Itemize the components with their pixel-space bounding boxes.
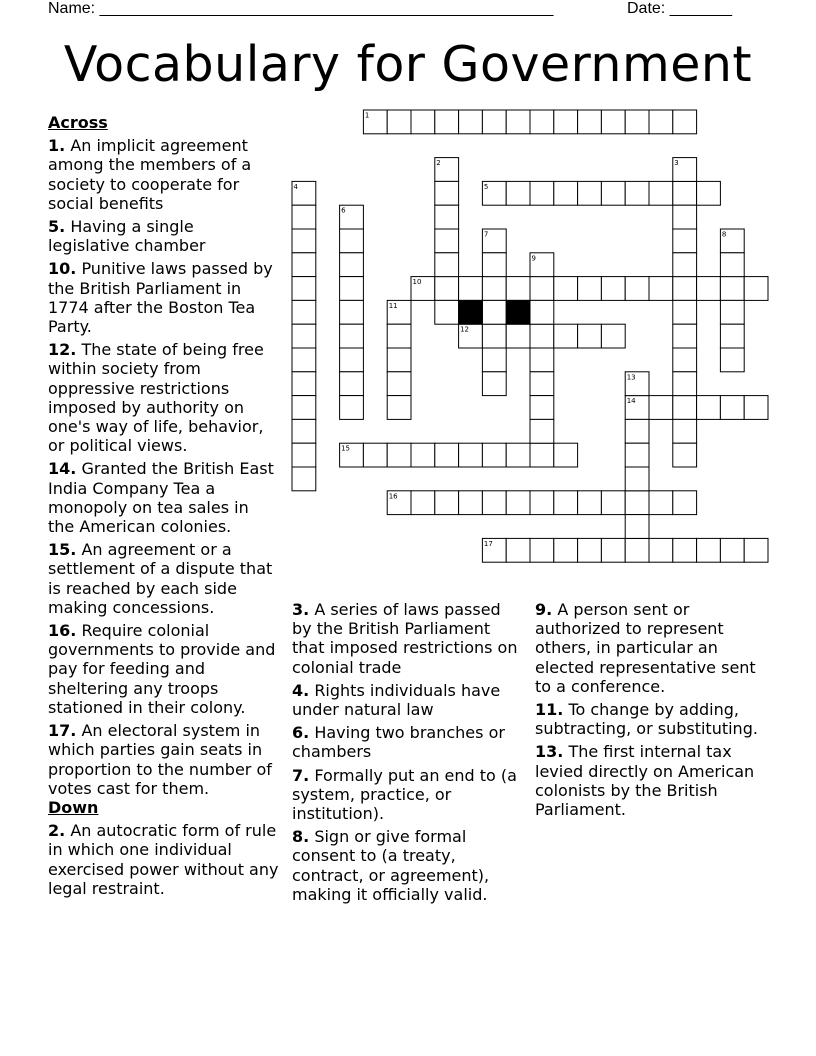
grid-cell[interactable] [649, 538, 673, 562]
grid-cell[interactable] [530, 396, 554, 420]
grid-cell[interactable] [340, 324, 364, 348]
grid-cell[interactable] [649, 396, 673, 420]
clue-text: An autocratic form of rule in which one individual exercised power without any legal restraint. [48, 821, 279, 898]
grid-cell[interactable] [673, 372, 697, 396]
across-clue [48, 136, 280, 213]
across-clue [48, 459, 280, 536]
grid-cell[interactable] [459, 443, 483, 467]
header [48, 0, 768, 20]
grid-cell[interactable] [578, 491, 602, 515]
grid-cell[interactable] [649, 181, 673, 205]
clue-number: 10. [48, 259, 77, 279]
clue-number: 2. [48, 821, 66, 841]
grid-clue-number: 8 [721, 230, 727, 239]
grid-cell[interactable] [720, 324, 744, 348]
black-square [506, 300, 530, 324]
grid-cell[interactable] [601, 538, 625, 562]
grid-cell[interactable] [387, 324, 411, 348]
grid-cell[interactable] [387, 491, 411, 515]
across-heading: Across [48, 113, 108, 132]
grid-cell[interactable] [292, 253, 316, 277]
grid-clue-number: 3 [674, 159, 679, 168]
grid-cell[interactable] [554, 324, 578, 348]
grid-cell[interactable] [625, 491, 649, 515]
grid-cell[interactable] [744, 396, 768, 420]
grid-cell[interactable] [625, 181, 649, 205]
grid-cell[interactable] [625, 443, 649, 467]
grid-cell[interactable] [720, 538, 744, 562]
across-clue [48, 621, 280, 717]
grid-cell[interactable] [601, 277, 625, 301]
clue-number: 17. [48, 721, 77, 741]
grid-cell[interactable] [340, 396, 364, 420]
grid-cell[interactable] [530, 110, 554, 134]
clue-text: Having two branches or chambers [292, 723, 505, 762]
grid-cell[interactable] [530, 253, 554, 277]
grid-cell[interactable] [387, 396, 411, 420]
down-clue [535, 742, 765, 819]
clue-number: 16. [48, 621, 77, 641]
clue-number: 4. [292, 680, 310, 700]
grid-cell[interactable] [435, 300, 459, 324]
grid-cell[interactable] [530, 491, 554, 515]
grid-cell[interactable] [625, 538, 649, 562]
down-clue [292, 723, 522, 761]
grid-cell[interactable] [340, 348, 364, 372]
grid-cell[interactable] [649, 110, 673, 134]
grid-cell[interactable] [697, 277, 721, 301]
grid-cell[interactable] [292, 324, 316, 348]
clue-text: Rights individuals have under natural law [292, 680, 501, 720]
grid-cell[interactable] [292, 229, 316, 253]
clue-text: The state of being free within society from oppressive restrictions imposed by authority on one's way of life, behavior, or political views. [48, 340, 264, 456]
grid-cell[interactable] [673, 110, 697, 134]
grid-cell[interactable] [601, 181, 625, 205]
grid-clue-number: 2 [436, 159, 441, 168]
grid-cell[interactable] [292, 300, 316, 324]
grid-cell[interactable] [697, 396, 721, 420]
down-clue [292, 766, 522, 824]
grid-cell[interactable] [578, 538, 602, 562]
grid-cell[interactable] [530, 348, 554, 372]
grid-cell[interactable] [387, 300, 411, 324]
grid-cell[interactable] [459, 277, 483, 301]
grid-clue-number: 6 [341, 206, 346, 215]
grid-cell[interactable] [340, 253, 364, 277]
grid-cell[interactable] [482, 491, 506, 515]
clues-column-left [48, 113, 280, 902]
grid-cell[interactable] [435, 491, 459, 515]
grid-cell[interactable] [292, 205, 316, 229]
grid-cell[interactable] [530, 372, 554, 396]
grid-cell[interactable] [411, 277, 435, 301]
grid-cell[interactable] [292, 467, 316, 491]
grid-cell[interactable] [530, 419, 554, 443]
clue-text: Formally put an end to (a system, practice, or institution). [292, 765, 517, 824]
grid-cell[interactable] [673, 443, 697, 467]
grid-cell[interactable] [387, 348, 411, 372]
grid-clue-number: 16 [388, 492, 398, 501]
grid-clue-number: 7 [483, 230, 489, 239]
down-clue [292, 600, 522, 677]
grid-clue-number: 11 [388, 301, 398, 310]
grid-cell[interactable] [530, 324, 554, 348]
grid-cell[interactable] [482, 110, 506, 134]
clue-text: Having a single legislative chamber [48, 217, 206, 256]
grid-cell[interactable] [720, 277, 744, 301]
clue-number: 11. [535, 700, 564, 720]
grid-cell[interactable] [506, 491, 530, 515]
down-heading: Down [48, 797, 99, 817]
grid-cell[interactable] [673, 419, 697, 443]
grid-cell[interactable] [387, 443, 411, 467]
grid-cell[interactable] [625, 467, 649, 491]
grid-cell[interactable] [340, 205, 364, 229]
grid-cell[interactable] [292, 277, 316, 301]
grid-cell[interactable] [673, 229, 697, 253]
grid-cell[interactable] [720, 348, 744, 372]
grid-cell[interactable] [744, 277, 768, 301]
grid-cell[interactable] [625, 110, 649, 134]
clue-text: To change by adding, subtracting, or substituting. [535, 700, 758, 739]
grid-cell[interactable] [601, 491, 625, 515]
grid-cell[interactable] [554, 491, 578, 515]
grid-cell[interactable] [697, 181, 721, 205]
grid-cell[interactable] [435, 181, 459, 205]
grid-cell[interactable] [482, 253, 506, 277]
grid-cell[interactable] [363, 443, 387, 467]
grid-clue-number: 1 [364, 111, 370, 120]
grid-cell[interactable] [411, 491, 435, 515]
grid-cell[interactable] [482, 229, 506, 253]
grid-cell[interactable] [554, 538, 578, 562]
grid-cell[interactable] [340, 277, 364, 301]
grid-cell[interactable] [578, 110, 602, 134]
grid-cell[interactable] [435, 110, 459, 134]
grid-cell[interactable] [506, 110, 530, 134]
clue-text: An electoral system in which parties gain seats in proportion to the number of votes cast for them. [48, 721, 272, 798]
grid-cell[interactable] [506, 181, 530, 205]
grid-cell[interactable] [625, 515, 649, 539]
clue-text: An implicit agreement among the members of a society to cooperate for social benefits [48, 136, 252, 213]
grid-cell[interactable] [292, 419, 316, 443]
grid-cell[interactable] [292, 396, 316, 420]
grid-cell[interactable] [482, 443, 506, 467]
grid-clue-number: 10 [412, 278, 422, 287]
grid-cell[interactable] [625, 277, 649, 301]
grid-clue-number: 17 [483, 539, 493, 548]
grid-cell[interactable] [482, 538, 506, 562]
clue-number: 3. [292, 600, 310, 619]
grid-cell[interactable] [506, 277, 530, 301]
clue-number: 14. [48, 459, 77, 479]
clues-column-middle [292, 600, 522, 908]
grid-cell[interactable] [363, 110, 387, 134]
grid-cell[interactable] [625, 396, 649, 420]
clue-number: 15. [48, 540, 77, 560]
grid-clue-number: 14 [626, 397, 636, 406]
grid-cell[interactable] [459, 110, 483, 134]
grid-clue-number: 9 [531, 254, 536, 263]
across-clue [48, 540, 280, 617]
grid-cell[interactable] [482, 277, 506, 301]
down-clue [292, 827, 522, 904]
grid-cell[interactable] [720, 229, 744, 253]
grid-cell[interactable] [673, 300, 697, 324]
grid-cell[interactable] [578, 324, 602, 348]
grid-cell[interactable] [554, 443, 578, 467]
grid-cell[interactable] [673, 253, 697, 277]
across-clue [48, 721, 280, 798]
grid-clue-number: 4 [293, 182, 298, 191]
grid-cell[interactable] [744, 538, 768, 562]
grid-cell[interactable] [387, 110, 411, 134]
clue-text: The first internal tax levied directly on American colonists by the British Parliament. [535, 742, 755, 820]
grid-cell[interactable] [697, 538, 721, 562]
across-clue [48, 340, 280, 455]
grid-cell[interactable] [530, 443, 554, 467]
grid-cell[interactable] [554, 181, 578, 205]
down-clue [48, 821, 280, 898]
grid-cell[interactable] [411, 110, 435, 134]
grid-cell[interactable] [411, 443, 435, 467]
grid-cell[interactable] [720, 253, 744, 277]
down-clue [535, 600, 765, 696]
black-square [459, 300, 483, 324]
grid-cell[interactable] [554, 110, 578, 134]
grid-cell[interactable] [292, 372, 316, 396]
grid-cell[interactable] [292, 443, 316, 467]
grid-clue-number: 13 [626, 373, 636, 382]
clue-number: 13. [535, 742, 564, 762]
grid-cell[interactable] [673, 348, 697, 372]
grid-cell[interactable] [435, 443, 459, 467]
grid-cell[interactable] [340, 300, 364, 324]
grid-cell[interactable] [435, 205, 459, 229]
grid-cell[interactable] [292, 348, 316, 372]
grid-clue-number: 12 [460, 325, 470, 334]
clue-text: Granted the British East India Company Tea a monopoly on tea sales in the American colonies. [48, 459, 274, 537]
grid-cell[interactable] [435, 229, 459, 253]
grid-cell[interactable] [649, 277, 673, 301]
grid-cell[interactable] [578, 277, 602, 301]
grid-cell[interactable] [554, 277, 578, 301]
clue-number: 6. [292, 723, 310, 743]
clue-text: An agreement or a settlement of a dispute that is reached by each side making concessions. [48, 540, 273, 617]
grid-cell[interactable] [292, 181, 316, 205]
grid-cell[interactable] [459, 491, 483, 515]
grid-cell[interactable] [530, 300, 554, 324]
grid-cell[interactable] [482, 372, 506, 396]
grid-cell[interactable] [435, 158, 459, 182]
clue-number: 8. [292, 827, 310, 847]
grid-cell[interactable] [387, 372, 411, 396]
grid-cell[interactable] [720, 300, 744, 324]
grid-cell[interactable] [482, 300, 506, 324]
grid-cell[interactable] [459, 324, 483, 348]
grid-cell[interactable] [506, 443, 530, 467]
grid-cell[interactable] [625, 419, 649, 443]
grid-cell[interactable] [340, 372, 364, 396]
date-field-label: Date: _______ [627, 0, 732, 17]
across-clue [48, 217, 280, 255]
grid-clue-number: 15 [341, 444, 351, 453]
grid-cell[interactable] [506, 324, 530, 348]
page-title: Vocabulary for Government [63, 36, 753, 93]
clue-number: 7. [292, 765, 310, 785]
grid-cell[interactable] [720, 396, 744, 420]
grid-cell[interactable] [435, 277, 459, 301]
grid-cell[interactable] [340, 443, 364, 467]
grid-cell[interactable] [673, 205, 697, 229]
clue-text: Require colonial governments to provide and pay for feeding and sheltering any troops stationed in their colony. [48, 621, 276, 717]
clue-number: 5. [48, 217, 66, 237]
grid-cell[interactable] [673, 491, 697, 515]
grid-cell[interactable] [673, 181, 697, 205]
clue-number: 9. [535, 600, 553, 619]
down-clue [535, 700, 765, 738]
clue-number: 12. [48, 340, 77, 360]
grid-cell[interactable] [601, 324, 625, 348]
grid-cell[interactable] [530, 277, 554, 301]
grid-cell[interactable] [673, 324, 697, 348]
grid-cell[interactable] [673, 396, 697, 420]
grid-cell[interactable] [435, 253, 459, 277]
clue-text: Sign or give formal consent to (a treaty, contract, or agreement), making it officially valid. [292, 827, 490, 904]
clue-text: A person sent or authorized to represent others, in particular an elected representative sent to a conference. [535, 600, 756, 696]
grid-cell[interactable] [649, 491, 673, 515]
grid-cell[interactable] [673, 538, 697, 562]
clue-text: A series of laws passed by the British Parliament that imposed restrictions on colonial trade [292, 600, 518, 677]
across-clue [48, 259, 280, 336]
grid-cell[interactable] [340, 229, 364, 253]
grid-cell[interactable] [482, 348, 506, 372]
grid-clue-number: 5 [483, 182, 489, 191]
grid-cell[interactable] [530, 538, 554, 562]
clue-text: Punitive laws passed by the British Parliament in 1774 after the Boston Tea Party. [48, 259, 273, 337]
grid-cell[interactable] [673, 277, 697, 301]
grid-cell[interactable] [530, 181, 554, 205]
grid-cell[interactable] [506, 538, 530, 562]
grid-cell[interactable] [482, 181, 506, 205]
grid-cell[interactable] [601, 110, 625, 134]
grid-cell[interactable] [625, 372, 649, 396]
grid-cell[interactable] [482, 324, 506, 348]
clues-column-right [535, 600, 765, 823]
name-field-label: Name: ___________________________________________________ [48, 0, 554, 17]
grid-cell[interactable] [578, 181, 602, 205]
grid-cell[interactable] [673, 158, 697, 182]
down-clue [292, 681, 522, 719]
clue-number: 1. [48, 136, 66, 156]
